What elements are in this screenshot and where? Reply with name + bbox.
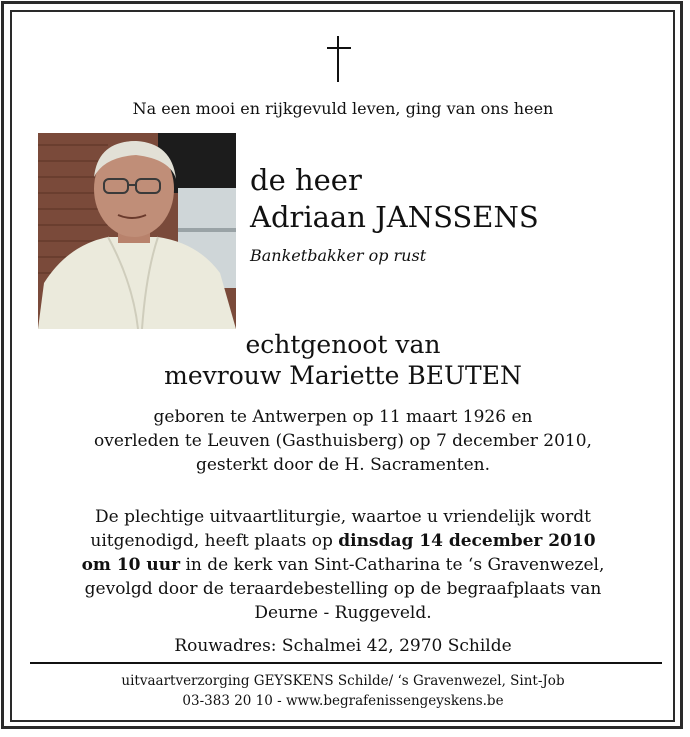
intro-text: Na een mooi en rijkgevuld leven, ging van ons heen [132,99,554,118]
spouse-line-1: echtgenoot van [245,330,441,359]
ceremony-line-3-text: in de kerk van Sint-Catharina te ‘s Gravenwezel, [180,555,605,575]
ceremony-block [22,505,664,625]
ceremony-line-2-text: uitgenodigd, heeft plaats op [90,531,339,551]
ceremony-time: om 10 uur [81,555,181,575]
deceased-name: Adriaan JANSSENS [250,200,539,234]
ceremony-line-5: Deurne - Ruggeveld. [254,603,432,623]
spouse-line-2: mevrouw Mariette BEUTEN [164,361,522,390]
undertaker-contact: 03-383 20 10 - www.begrafenissengeyskens.be [182,693,504,709]
spouse-block [0,329,686,391]
life-line-3: gesterkt door de H. Sacramenten. [195,455,491,475]
honorific: de heer [250,163,362,197]
ceremony-line-2 [22,529,664,553]
profession: Banketbakker op rust [250,246,427,265]
life-line-2: overleden te Leuven (Gasthuisberg) op 7 december 2010, [94,431,592,451]
life-line-1: geboren te Antwerpen op 11 maart 1926 en [153,407,533,427]
undertaker-block [0,671,686,711]
ceremony-line-1: De plechtige uitvaartliturgie, waartoe u vriendelijk wordt [94,507,591,527]
ceremony-date: dinsdag 14 december 2010 [338,531,596,551]
ceremony-line-3 [22,553,664,577]
cross-icon [325,36,353,82]
deceased-name-block [250,162,670,265]
birth-death-block [0,405,686,477]
undertaker-line-1: uitvaartverzorging GEYSKENS Schilde/ ‘s Gravenwezel, Sint-Job [121,673,565,689]
portrait-photo [38,133,236,329]
divider [30,662,662,664]
mourning-address: Rouwadres: Schalmei 42, 2970 Schilde [174,636,512,656]
ceremony-line-4: gevolgd door de teraardebestelling op de begraafplaats van [84,579,602,599]
